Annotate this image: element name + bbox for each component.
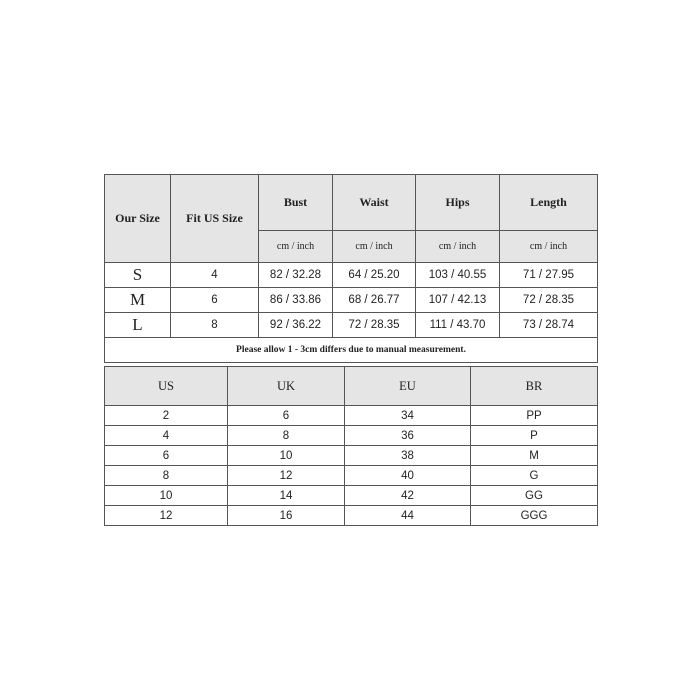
header-hips: Hips (416, 175, 500, 231)
br-cell: M (471, 446, 598, 466)
size-cell: L (105, 313, 171, 338)
size-cell: M (105, 288, 171, 313)
uk-cell: 12 (228, 466, 345, 486)
uk-cell: 10 (228, 446, 345, 466)
table-row (105, 406, 598, 426)
br-cell: GG (471, 486, 598, 506)
size-measurement-table (104, 174, 598, 363)
header-length: Length (500, 175, 598, 231)
us-cell: 12 (105, 506, 228, 526)
us-cell: 4 (105, 426, 228, 446)
conversion-header-row (105, 367, 598, 406)
table-row (105, 263, 598, 288)
table-row (105, 288, 598, 313)
br-cell: PP (471, 406, 598, 426)
uk-cell: 16 (228, 506, 345, 526)
hips-cell: 103 / 40.55 (416, 263, 500, 288)
eu-cell: 40 (345, 466, 471, 486)
table-row (105, 446, 598, 466)
table-row (105, 313, 598, 338)
br-cell: P (471, 426, 598, 446)
fit-us-cell: 6 (171, 288, 259, 313)
length-cell: 71 / 27.95 (500, 263, 598, 288)
eu-cell: 42 (345, 486, 471, 506)
fit-us-cell: 8 (171, 313, 259, 338)
bust-cell: 92 / 36.22 (259, 313, 333, 338)
table-row (105, 426, 598, 446)
size-cell: S (105, 263, 171, 288)
us-cell: 6 (105, 446, 228, 466)
waist-cell: 72 / 28.35 (333, 313, 416, 338)
unit-label-hips: cm / inch (416, 231, 500, 263)
header-us: US (105, 367, 228, 406)
br-cell: GGG (471, 506, 598, 526)
header-br: BR (471, 367, 598, 406)
size-table-header-row (105, 175, 598, 231)
header-fit-us-size: Fit US Size (171, 175, 259, 263)
length-cell: 73 / 28.74 (500, 313, 598, 338)
length-cell: 72 / 28.35 (500, 288, 598, 313)
header-our-size: Our Size (105, 175, 171, 263)
eu-cell: 36 (345, 426, 471, 446)
uk-cell: 8 (228, 426, 345, 446)
header-eu: EU (345, 367, 471, 406)
bust-cell: 82 / 32.28 (259, 263, 333, 288)
hips-cell: 111 / 43.70 (416, 313, 500, 338)
header-uk: UK (228, 367, 345, 406)
us-cell: 8 (105, 466, 228, 486)
header-bust: Bust (259, 175, 333, 231)
eu-cell: 38 (345, 446, 471, 466)
eu-cell: 44 (345, 506, 471, 526)
table-row (105, 506, 598, 526)
bust-cell: 86 / 33.86 (259, 288, 333, 313)
table-row (105, 466, 598, 486)
waist-cell: 64 / 25.20 (333, 263, 416, 288)
note-row (105, 338, 598, 363)
unit-label-bust: cm / inch (259, 231, 333, 263)
uk-cell: 6 (228, 406, 345, 426)
us-cell: 2 (105, 406, 228, 426)
size-conversion-table (104, 366, 598, 526)
measurement-note: Please allow 1 - 3cm differs due to manual measurement. (105, 338, 598, 363)
table-row (105, 486, 598, 506)
uk-cell: 14 (228, 486, 345, 506)
fit-us-cell: 4 (171, 263, 259, 288)
unit-label-waist: cm / inch (333, 231, 416, 263)
waist-cell: 68 / 26.77 (333, 288, 416, 313)
unit-label-length: cm / inch (500, 231, 598, 263)
eu-cell: 34 (345, 406, 471, 426)
header-waist: Waist (333, 175, 416, 231)
br-cell: G (471, 466, 598, 486)
us-cell: 10 (105, 486, 228, 506)
hips-cell: 107 / 42.13 (416, 288, 500, 313)
